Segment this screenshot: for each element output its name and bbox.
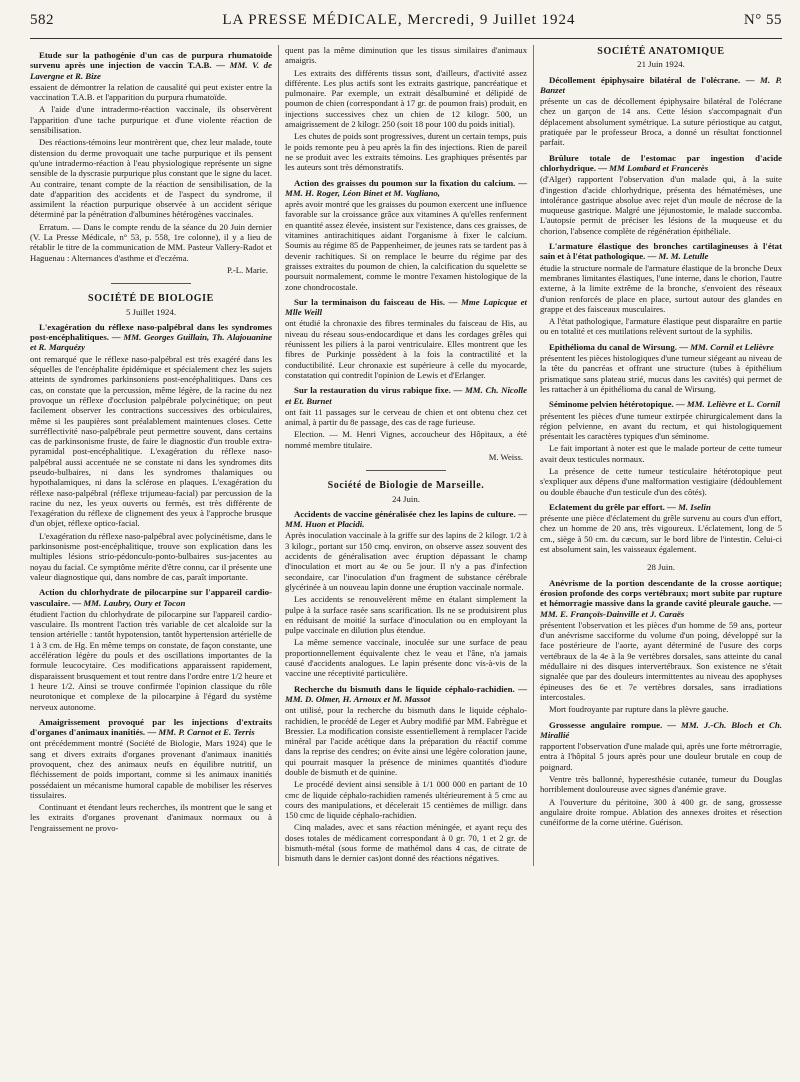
header-rule: [30, 38, 782, 39]
article-text: ont précédemment montré (Société de Biologie, Mars 1924) que le sang et divers extraits d'organes provenant d'animaux inanitiés provoquent, chez des animaux neufs en équilibre nutritif, un fléchissement de poids important, comme si les animaux inanitiés possédaient un mécanisme humoral capable de mobiliser les réserves tissulaires.: [30, 738, 272, 800]
article-text: Continuant et étendant leurs recherches, ils montrent que le sang et les extraits d'organes provenant d'animaux normaux ou à l'engraissement ne provo-: [30, 802, 272, 833]
article-text: L'exagération du réflexe naso-palpébral avec polycinétisme, dans le parkinsonisme post-encéphalitique, trouve son explication dans les multiples lésions strio-pédonculo-ponto-bulbaires sus-jacentes au noyau du facial. Ce symptôme mérite d'être connu, car il présente une valeur diagnostique qui, dans nombre de cas, paraît importante.: [30, 530, 273, 582]
article-text: Ventre très ballonné, hyperesthésie cutanée, tumeur du Douglas horriblement douloureuse avec signes d'anémie grave.: [540, 774, 782, 795]
article-text: étudie la structure normale de l'armature élastique de la bronche Deux membranes limitantes élastiques, l'une interne, dans le chorion, l'autre externe, à la limite extrême de la bronche, s'envoient des réseaux d'union renforcés de place en place, surtout autour des glandes en grappe et des faisceaux musculaires.: [540, 262, 782, 314]
article-text: ont utilisé, pour la recherche du bismuth dans le liquide céphalo-rachidien, le procédé de Leger et Aubry modifié par MM. Fabrègue et Bressier. La modification consiste essentiellement à remplacer l'acide minéral par l'acide acétique dans la préparation du réactif comme dans la reprise des cendres; on évite ainsi une légère coloration jaune, qui pourrait masquer la présence de minimes quantités d'iodure double de bismuth et de quinine.: [285, 705, 527, 777]
article-text: Les chutes de poids sont progressives, durent un certain temps, puis le poids remonte peu à peu après la fin des injections. Rien de pareil ne se produit avec les extraits témoins. Les graphiques présentés par les auteurs sont très démonstratifs.: [285, 131, 527, 173]
article-text: présentent l'observation et les pièces d'un homme de 59 ans, porteur d'un anévrisme sacciforme du volume d'un poing, développé sur la face postérieure de l'aorte, ayant déterminé de l'usure des corps vertébraux de la 4e à la 9e vertèbres dorsales, sans atteinte du canal médullaire ni des disques intervertébraux. Son existence ne s'était signalée que par des douleurs intermittentes au niveau des apophyses épineuses des 6e et 7e vertèbres dorsales, sans irradiations intercostales.: [540, 619, 782, 702]
article-text: étudient l'action du chlorhydrate de pilocarpine sur l'appareil cardio-vasculaire. Ils montrent l'action très variable de cet alcaloïde sur la tension artérielle : tantôt hypotension, tantôt hypertension artérielle de 1 à 3 cm. de Hg. En même temps on constate, de façon constante, une accélération légère du pouls et des oscillations importantes de la formule leucocytaire. Ces modifications apparaissent rapidement, disparaissent brusquement et tout rentre dans l'ordre entre 1/2 heure et 1 heure 1/2. Ainsi se trouve confirmée l'opinion classique du rôle neurotonique et complexe de la pilocarpine à l'égard du système nerveux autonome.: [30, 608, 272, 712]
article-title: Eclatement du grêle par effort. — M. Iselin: [549, 501, 711, 512]
article-text: ont fait 11 passages sur le cerveau de chien et ont obtenu chez cet animal, à partir du 8e passage, des cas de rage furieuse.: [285, 406, 527, 428]
article-title: Séminome pelvien hétérotopique. — MM. Lelièvre et L. Cornil: [549, 399, 781, 410]
section-title: Société de Biologie de Marseille.: [327, 480, 485, 492]
signature: M. Weiss.: [488, 451, 523, 462]
issue-number: N° 55: [743, 12, 782, 28]
article-text: présente un cas de décollement épiphysaire bilatéral de l'olécrane chez un garçon de 14 ans. Cette lésion s'accompagnait d'un déplacement absolument symétrique. La suture périostique au catgut, pratiquée par le professeur Broca, a donné un résultat fonctionnel parfait.: [540, 96, 782, 148]
section-separator: [366, 470, 446, 471]
article-text: Des réactions-témoins leur montrèrent que, chez leur malade, toute distension du derme provoquait une tache purpurique et ils pensent qu'une intradermo-réaction à l'eau physiologique représente un signe sensible de la dyscrasie purpurique plus constant que le signe du lacet. Au contraire, tenant compte de la réaction de sensibilisation, de la date d'apparition des accidents et de l'aspect du syndrome, il assimilent la réaction purpurique observée à un accident sérique déterminé par la pénétration d'albumines hétérogènes vaccinales.: [30, 137, 272, 220]
article-text: Le fait important à noter est que le malade porteur de cette tumeur avait deux testicules normaux.: [540, 443, 782, 464]
section-date: 21 Juin 1924.: [637, 59, 685, 70]
article-title: Décollement épiphysaire bilatéral de l'olécrane. — M. P. Banzet: [540, 74, 782, 95]
article-text: rapportent l'observation d'une malade qui, après une forte métrorragie, entra à l'hôpital 5 jours après pour une douleur brutale en coup de poignard.: [540, 741, 782, 772]
article-text: A l'aide d'une intradermo-réaction vaccinale, ils observèrent l'apparition d'une tache purpurique et d'une violente réaction de sensibilisation.: [30, 104, 272, 136]
column-3: [540, 45, 782, 866]
article-title: L'armature élastique des bronches cartilagineuses à l'état sain et à l'état pathologique. — M. M. Letulle: [540, 241, 782, 262]
article-text: Mort foudroyante par rupture dans la plèvre gauche.: [549, 704, 729, 715]
article-text: A l'ouverture du péritoine, 300 à 400 gr. de sang, grossesse angulaire droite rompue. Ablation des annexes droites et résection cunéiforme de la corne utérine. Guérison.: [540, 796, 782, 828]
article-text: présentent les pièces histologiques d'une tumeur siégeant au niveau de la tête du pancréas et offrant une structure (tubes à épithélium prismatique sans plateau strié, mucus dans les cavités) qui permet de les rattacher à un épithélioma du canal de Wirsung.: [540, 353, 782, 394]
article-title: Amaigrissement provoqué par les injections d'extraits d'organes d'animaux inanitiés. — MM. P. Carnot et E. Terris: [30, 716, 272, 738]
article-title: Sur la terminaison du faisceau de His. — Mme Lapicque et Mlle Weill: [285, 296, 527, 318]
article-text: Cinq malades, avec et sans réaction méningée, et ayant reçu des doses totales de médicament correspondant à 0 gr. 70, 1 et 2 gr. de bismuth-métal (sous forme de mathémol dans 4 cas, de citrate de bismuth dans le dernier cas)ont donné des réactions négatives.: [285, 822, 527, 864]
page-header: [30, 12, 782, 34]
column-1: [30, 45, 272, 866]
article-text: ont remarqué que le réflexe naso-palpébral est très exagéré dans les séquelles de l'encéphalite épidémique et spécialement chez les sujets atteints de syndromes parkinsoniens post-encéphalitiques. Dans ces cas, on constate que la percussion, même légère, de la racine du nez provoque un réflexe d'occlusion palpébrale polycinétique; on peut facilement observer les contractions successives des orbiculaires, même si les paupières sont préalablement maintenues closes. Cette surréflectivité naso-palpébrale peut permettre souvent, dans certains cas de parkinsonisme fruste, de faire le diagnostic d'un trouble extra-pyramidal post-encéphalitique. L'exagération du réflexe naso-palpébral aussi accentuée ne se constate ni dans les syndromes dits pseudo-bulbaires, ni dans les syndromes thalamiques ou hypothalamiques, ni dans la sclérose en plaques. L'exagération du réflexe naso-palpébral (réflexe trijumeau-facial) par percussion de la racine du nez, les yeux ouverts ou fermés, est très différente de l'exagération du réflexe de clignement des yeux à l'approche brusque d'un objet, réflexe optico-facial.: [30, 353, 272, 529]
column-rule: [278, 45, 279, 866]
article-text: A l'état pathologique, l'armature élastique peut disparaître en partie ou en totalité et ces mutilations relèvent surtout de la syphilis.: [540, 316, 782, 337]
section-separator: [111, 283, 191, 284]
article-title: L'exagération du réflexe naso-palpébral dans les syndromes post-encéphalitiques. — MM. Georges Guillain, Th. Alajouanine et R. Marquézy: [30, 321, 272, 353]
article-title: Etude sur la pathogénie d'un cas de purpura rhumatoïde survenu après une injection de vaccin T.A.B. — MM. V. de Lavergne et R. Bize: [30, 50, 272, 81]
article-title: Sur la restauration du virus rabique fixe. — MM. Ch. Nicolle et Et. Burnet: [285, 385, 528, 406]
section-title: SOCIÉTÉ DE BIOLOGIE: [88, 293, 214, 305]
article-title: Epithélioma du canal de Wirsung. — MM. Cornil et Lelièvre: [549, 341, 774, 352]
article-title: Anévrisme de la portion descendante de la crosse aortique; érosion profonde des corps vertébraux; mort subite par rupture et hémorragie massive dans la grande cavité pleurale gauche. — MM. E. Françoïs-Dainville et J. Caraës: [540, 577, 782, 619]
column-2: [285, 45, 527, 866]
article-title: Grossesse angulaire rompue. — MM. J.-Ch. Bloch et Ch. Mirallié: [540, 719, 782, 740]
signature: P.-L. Marie.: [226, 264, 268, 275]
article-text: quent pas la même diminution que les tissus similaires d'animaux amaigris.: [285, 45, 527, 66]
article-text: présentent les pièces d'une tumeur extirpée chirurgicalement dans la région pelvienne, en avant du rectum, et qui histologiquement présentait les caractères typiques d'un séminome.: [540, 410, 782, 442]
article-title: Brûlure totale de l'estomac par ingestion d'acide chlorhydrique. — MM Lombard et Francerès: [540, 152, 782, 173]
article-text: présente une pièce d'éclatement du grêle survenu au cours d'un effort, chez un homme de 20 ans, très vigoureux. L'éclatement, long de 5 cm., siège à 50 cm. du cæcum, sur le bord libre de l'intestin. Celui-ci est absolument sain, les vaisseaux également.: [540, 513, 782, 555]
article-text: après avoir montré que les graisses du poumon exercent une influence favorable sur la croissance grâce aux vitamines A qu'elles renferment en quantité assez élevée, insistent sur l'existence, dans ces graisses, de vitamines antirachitiques aidant l'organisme à fixer le calcium. Soumis au régime 85 de Pappenheimer, de jeunes rats se tardent pas à devenir rachitiques. Si on remplace le beurre du régime par des graisses extraites du poumon de chien, la calcification du squelette se poursuit normalement, comme le montre l'examen histologique de la zone chondrocostale.: [285, 199, 527, 292]
section-date: 24 Juin.: [392, 493, 420, 504]
article-text: ont étudié la chronaxie des fibres terminales du faisceau de His, au niveau du réseau sous-endocardique et dans les cordages grêles qui réunissent les piliers à la paroi ventriculaire. Elles montrent que les fibres de Purkinje possèdent à la fois la contractilité et la conductibilité. Leur chronaxie est supérieure à celle du myocarde, constatation qui contredit l'opinion de Lewis et d'Erlanger.: [285, 318, 527, 380]
article-title: Recherche du bismuth dans le liquide céphalo-rachidien. — MM. D. Olmer, H. Arnoux et M. Massot: [285, 683, 527, 704]
article-title: Action des graisses du poumon sur la fixation du calcium. — MM. H. Roger, Léon Binet et M. Vagliano,: [285, 177, 527, 198]
article-text: (d'Alger) rapportent l'observation d'un malade qui, à la suite d'ingestion d'acide chlorhydrique, présenta des hématémèses, une intolérance gastrique absolue avec rejet d'un moule de nécrose de la muqueuse gastrique. Malgré une jéjunostomie, le malade succomba. L'autopsie permit de préciser les lésions de la muqueuse et du chorion, l'absence complète de régénération épithéliale.: [540, 174, 782, 236]
article-text: Après inoculation vaccinale à la griffe sur des lapins de 2 kilogr. 1/2 à 3 kilogr., portant sur 150 cmq. environ, on observe assez souvent des accidents de généralisation avec éruption dépassant le champ d'inoculation et mort au 4e ou 5e jour. Il n'y a pas d'infection secondaire, car l'inoculation d'un fragment de substance cérébrale glycérinée à un nouveau lapin donne une éruption vaccinale normale.: [285, 530, 527, 592]
column-rule: [533, 45, 534, 866]
article-title: Action du chlorhydrate de pilocarpine sur l'appareil cardio-vasculaire. — MM. Laubry, Oury et Tocon: [30, 587, 272, 608]
article-text: essaient de démontrer la relation de causalité qui peut exister entre la vaccination T.A.B. et l'apparition du purpura rhumatoïde.: [30, 81, 272, 103]
article-text: Les accidents se renouvelèrent même en étalant simplement la pulpe à la surface rasée sans scarification. Ils ne se produisirent plus en réduisant de moitié la surface d'inoculation ou en employant la pulpe vaccinale en dilution plus étendue.: [285, 594, 527, 636]
section-date: 5 Juillet 1924.: [125, 306, 177, 317]
election-text: Election. — M. Henri Vignes, accoucheur des Hôpitaux, a été nommé membre titulaire.: [285, 429, 527, 450]
article-text: La présence de cette tumeur testiculaire hétérotopique peut s'expliquer aux dépens d'une malformation vestigiaire (dédoublement ou double ébauche d'un testicule d'un des côtés).: [540, 465, 782, 497]
page-number: 582: [30, 12, 54, 28]
erratum-text: Erratum. — Dans le compte rendu de la séance du 20 Juin dernier (V. La Presse Médicale, n° 53, p. 558, 1re colonne), il y a lieu de rétablir le titre de la communication de MM. Pasteur Vallery-Radot et Haguenau : Alternances d'asthme et d'eczéma.: [30, 221, 272, 263]
article-text: Le procédé devient ainsi sensible à 1/1 000 000 en partant de 10 cmc de liquide céphalo-rachidien ramenés ultérieurement à 5 cmc au cours des manipulations, et décelerait 15 centièmes de milligr. dans 150 cmc de liquide céphalo-rachidien.: [285, 779, 527, 821]
section-date: 28 Juin.: [647, 562, 675, 573]
columns: [30, 45, 782, 866]
article-text: Les extraits des différents tissus sont, d'ailleurs, d'activité assez différente. Les plus actifs sont les extraits gastrique, pancréatique et pulmonaire. Par exemple, un extrait désalbuminé et délipidé de poumon de chien (correspondant à 17 gr. de poumon frais) produit, en injections successives chez un chien de 12 kilogr. 500, un amaigrissement de 2 kilogr. 250 (soit 18 pour 100 du poids initial).: [285, 67, 527, 130]
article-text: La même semence vaccinale, inoculée sur une surface de peau proportionnellement équivalente chez le veau et l'âne, n'a jamais causé d'accidents analogues. Le lapin présente donc vis-à-vis de la vaccine une réceptivité particulière.: [285, 637, 527, 679]
article-title: Accidents de vaccine généralisée chez les lapins de culture. — MM. Huon et Placidi.: [285, 508, 528, 530]
journal-title: LA PRESSE MÉDICALE, Mercredi, 9 Juillet 1924: [222, 12, 576, 28]
section-title: SOCIÉTÉ ANATOMIQUE: [597, 46, 725, 57]
